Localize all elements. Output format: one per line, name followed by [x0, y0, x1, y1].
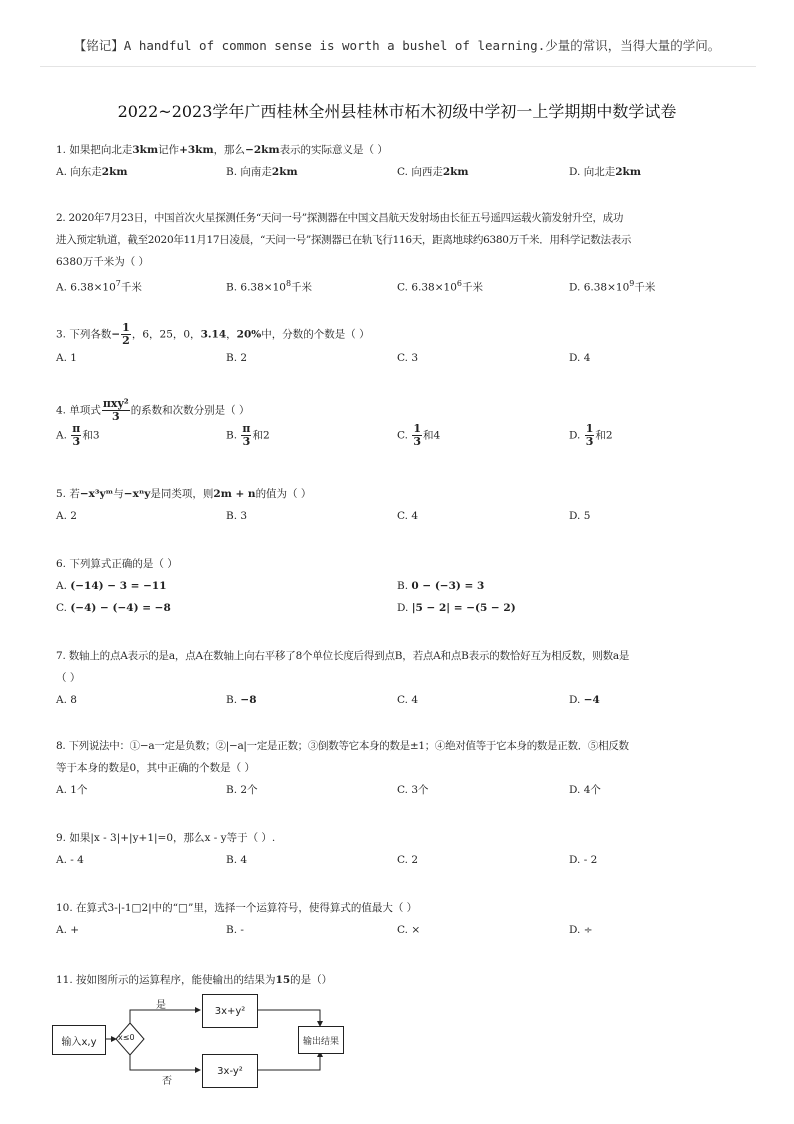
option-d: D. −4	[569, 694, 600, 706]
flow-input-box: 输入x,y	[52, 1025, 106, 1055]
question-3-stem: 3. 下列各数− $\frac{1}{2}$ ，6，25，0，3.14，20%中，分数的个数是（ ）	[56, 321, 370, 347]
question-3	[56, 322, 744, 369]
option-c: C. 4	[397, 694, 419, 706]
question-8-line-2: 等于本身的数是0，其中正确的个数是（ ）	[56, 762, 256, 774]
question-11	[56, 969, 744, 991]
option-c: C. 4	[397, 510, 419, 522]
option-c: C. $6.38\times 10^6$千米	[397, 279, 483, 294]
question-2-line-1: 2. 2020年7月23日，中国首次火星探测任务“天问一号”探测器在中国文昌航天发射场由长征五号遥四运载火箭发射升空，成功	[56, 212, 624, 224]
question-2	[56, 207, 744, 295]
question-6-stem: 6. 下列算式正确的是（ ）	[56, 558, 178, 570]
option-a: A. 8	[56, 694, 77, 706]
option-d: D. $\frac{1}{3}$ 和2	[569, 422, 613, 448]
option-c: C. 向西走2km	[397, 166, 469, 178]
question-10	[56, 897, 744, 941]
flow-yes-label: 是	[156, 1000, 166, 1011]
option-a: A. 2	[56, 510, 77, 522]
question-1-stem: 1. 如果把向北走3km记作+3km，那么−2km表示的实际意义是（ ）	[56, 144, 388, 156]
option-a: A. $6.38\times 10^7$千米	[56, 279, 142, 294]
question-3-options	[56, 347, 744, 369]
question-6	[56, 553, 744, 619]
option-b: B. 3	[226, 510, 248, 522]
question-8-line-1: 8. 下列说法中：①−a一定是负数；②|−a|一定是正数；③倒数等它本身的数是±1；④绝对值等于它本身的数是正数．⑤相反数	[56, 740, 629, 752]
option-c: C. (−4) − (−4) = −8	[56, 602, 171, 614]
question-5	[56, 483, 744, 527]
question-8-options	[56, 779, 744, 801]
option-b: B. −8	[226, 694, 257, 706]
option-b: B. $\frac{\pi}{3}$ 和2	[226, 422, 270, 448]
question-10-options	[56, 919, 744, 941]
question-9	[56, 827, 744, 871]
question-7-line-2: （ ）	[56, 672, 81, 684]
monomial-fraction: $\frac{\text{πxy²}}{3}$	[102, 397, 129, 423]
question-7-line-1: 7. 数轴上的点A表示的是a，点A在数轴上向右平移了8个单位长度后得到点B，若点A和点B表示的数恰好互为相反数，则数a是	[56, 650, 630, 662]
option-c: C. ×	[397, 924, 421, 936]
option-b: B. 2个	[226, 784, 258, 796]
question-4	[56, 398, 744, 453]
question-1-options	[56, 161, 744, 183]
question-6-options-row-1	[56, 575, 744, 597]
option-c: C. 3个	[397, 784, 429, 796]
question-2-line-3: 6380万千米为（ ）	[56, 256, 150, 268]
question-9-stem: 9. 如果|x - 3|+|y+1|=0，那么x - y等于（ ）.	[56, 832, 276, 844]
flow-top-box: 3x+y²	[202, 994, 258, 1028]
option-a: A. 1	[56, 352, 77, 364]
option-d: D. - 2	[569, 854, 598, 866]
header-divider	[40, 66, 756, 67]
question-6-options-row-2	[56, 597, 744, 619]
option-b: B. 向南走2km	[226, 166, 298, 178]
question-5-stem: 5. 若−x³yᵐ与−xⁿy是同类项，则2m + n的值为（ ）	[56, 488, 312, 500]
question-10-stem: 10. 在算式3-|-1□2|中的“□”里，选择一个运算符号，使得算式的值最大（ ）	[56, 902, 418, 914]
question-2-line-2: 进入预定轨道，截至2020年11月17日凌晨，“天问一号”探测器已在轨飞行116天，距离地球约6380万千米．用科学记数法表示	[56, 234, 632, 246]
question-5-options	[56, 505, 744, 527]
question-9-options	[56, 849, 744, 871]
option-d: D. $6.38\times 10^9$千米	[569, 279, 656, 294]
option-d: D. 4	[569, 352, 591, 364]
question-2-options	[56, 273, 744, 295]
option-c: C. 2	[397, 854, 419, 866]
option-a: A. 1个	[56, 784, 88, 796]
option-c: C. 3	[397, 352, 419, 364]
question-4-stem: 4. 单项式 $\frac{\text{πxy²}}{3}$ 的系数和次数分别是（ ）	[56, 397, 250, 423]
option-a: A. $\frac{\pi}{3}$ 和3	[56, 422, 100, 448]
option-c: C. $\frac{1}{3}$ 和4	[397, 422, 441, 448]
question-1	[56, 139, 744, 183]
question-4-options	[56, 423, 744, 453]
option-a: A. +	[56, 924, 80, 936]
option-a: A. 向东走2km	[56, 166, 128, 178]
flow-no-label: 否	[162, 1076, 172, 1087]
option-b: B. $6.38\times 10^8$千米	[226, 279, 313, 294]
option-a: A. - 4	[56, 854, 84, 866]
page-title: 2022~2023学年广西桂林全州县桂林市柘木初级中学初一上学期期中数学试卷	[117, 102, 677, 121]
flow-output-box: 输出结果	[298, 1026, 344, 1054]
option-b: B. -	[226, 924, 244, 936]
question-8	[56, 735, 744, 801]
flow-bottom-box: 3x-y²	[202, 1054, 258, 1088]
program-flowchart	[52, 990, 352, 1090]
option-b: B. 4	[226, 854, 248, 866]
option-d: D. 5	[569, 510, 591, 522]
option-b: B. 0 − (−3) = 3	[397, 580, 485, 592]
option-d: D. 4个	[569, 784, 601, 796]
option-b: B. 2	[226, 352, 248, 364]
question-7	[56, 645, 744, 711]
fraction-half: $\frac{1}{2}$	[122, 321, 130, 347]
motto-header: 【铭记】A handful of common sense is worth a bushel of learning.少量的常识，当得大量的学问。	[73, 38, 721, 53]
option-d: D. |5 − 2| = −(5 − 2)	[397, 602, 516, 614]
flow-condition: x≤0	[118, 1033, 135, 1042]
option-d: D. 向北走2km	[569, 166, 641, 178]
option-a: A. (−14) − 3 = −11	[56, 580, 167, 592]
question-11-stem: 11. 按如图所示的运算程序，能使输出的结果为15的是（）	[56, 974, 333, 986]
question-7-options	[56, 689, 744, 711]
option-d: D. ÷	[569, 924, 593, 936]
